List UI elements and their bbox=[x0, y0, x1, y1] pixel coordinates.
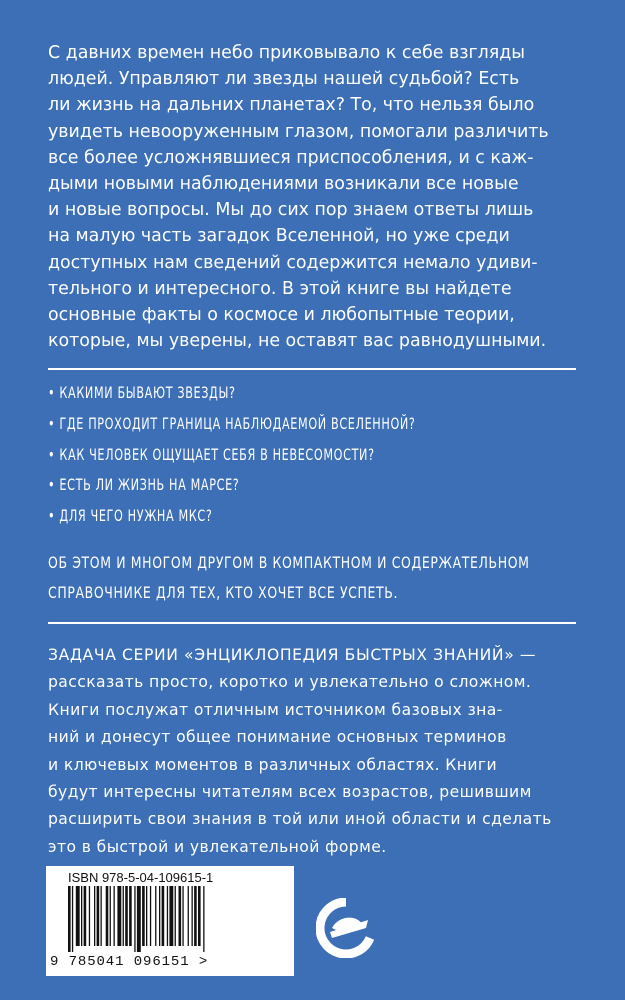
intro-line: С давних времен небо приковывало к себе взгляды bbox=[48, 43, 525, 63]
series-line: будут интересны читателям всех возрастов, решившим bbox=[48, 783, 532, 802]
series-line: Книги послужат отличным источником базовых зна- bbox=[48, 700, 503, 719]
intro-line: тельного и интересного. В этой книге вы найдете bbox=[48, 278, 512, 299]
intro-line: увидеть невооруженным глазом, помогали различить bbox=[48, 121, 549, 142]
intro-line: которые, мы уверены, не оставят вас равнодушными. bbox=[48, 331, 547, 352]
series-line: ний и донесут общее понимание основных терминов bbox=[48, 728, 507, 747]
series-line: ЗАДАЧА СЕРИИ «ЭНЦИКЛОПЕДИЯ БЫСТРЫХ ЗНАНИЙ» — bbox=[48, 646, 537, 664]
intro-line: на малую часть загадок Вселенной, но уже среди bbox=[48, 226, 510, 247]
question-item: • ЕСТЬ ЛИ ЖИЗНЬ НА МАРСЕ? bbox=[48, 475, 240, 495]
barcode-digits: 9 785041 096151 > bbox=[50, 954, 209, 970]
intro-line: ли жизнь на дальних планетах? То, что нельзя было bbox=[48, 95, 535, 116]
series-description bbox=[48, 642, 588, 861]
divider-top bbox=[48, 368, 576, 370]
question-item: • ДЛЯ ЧЕГО НУЖНА МКС? bbox=[48, 506, 213, 526]
intro-line: доступных нам сведений содержится немало удиви- bbox=[48, 252, 538, 273]
isbn-label: ISBN 978-5-04-109615-1 bbox=[68, 870, 214, 885]
barcode-bars bbox=[54, 886, 286, 952]
summary-text bbox=[48, 548, 578, 608]
series-line: рассказать просто, коротко и увлекательно о сложном. bbox=[48, 673, 532, 692]
isbn-barcode bbox=[46, 866, 294, 976]
intro-line: дыми новыми наблюдениями возникали все новые bbox=[48, 174, 519, 195]
summary-line: ОБ ЭТОМ И МНОГОМ ДРУГОМ В КОМПАКТНОМ И СОДЕРЖАТЕЛЬНОМ bbox=[48, 553, 530, 572]
divider-bottom bbox=[48, 622, 576, 624]
question-list bbox=[48, 378, 588, 532]
intro-paragraph bbox=[48, 40, 588, 354]
question-item: • КАКИМИ БЫВАЮТ ЗВЕЗДЫ? bbox=[48, 383, 236, 402]
question-item: • КАК ЧЕЛОВЕК ОЩУЩАЕТ СЕБЯ В НЕВЕСОМОСТИ? bbox=[48, 444, 375, 464]
series-line: это в быстрой и увлекательной форме. bbox=[48, 837, 387, 856]
series-line: и ключевых моментов в различных областях. Книги bbox=[48, 755, 498, 774]
series-line: расширить свои знания в той или иной области и сделать bbox=[48, 810, 552, 829]
question-item: • ГДЕ ПРОХОДИТ ГРАНИЦА НАБЛЮДАЕМОЙ ВСЕЛЕННОЙ? bbox=[48, 413, 416, 433]
intro-line: и новые вопросы. Мы до сих пор знаем ответы лишь bbox=[48, 200, 534, 221]
summary-line: СПРАВОЧНИКЕ ДЛЯ ТЕХ, КТО ХОЧЕТ ВСЕ УСПЕТЬ. bbox=[48, 583, 399, 602]
intro-line: все более усложнявшиеся приспособления, и с каж- bbox=[48, 147, 534, 168]
intro-line: людей. Управляют ли звезды нашей судьбой? Есть bbox=[48, 69, 520, 90]
intro-line: основные факты о космосе и любопытные теории, bbox=[48, 305, 515, 326]
eksmo-logo-icon bbox=[316, 898, 376, 958]
